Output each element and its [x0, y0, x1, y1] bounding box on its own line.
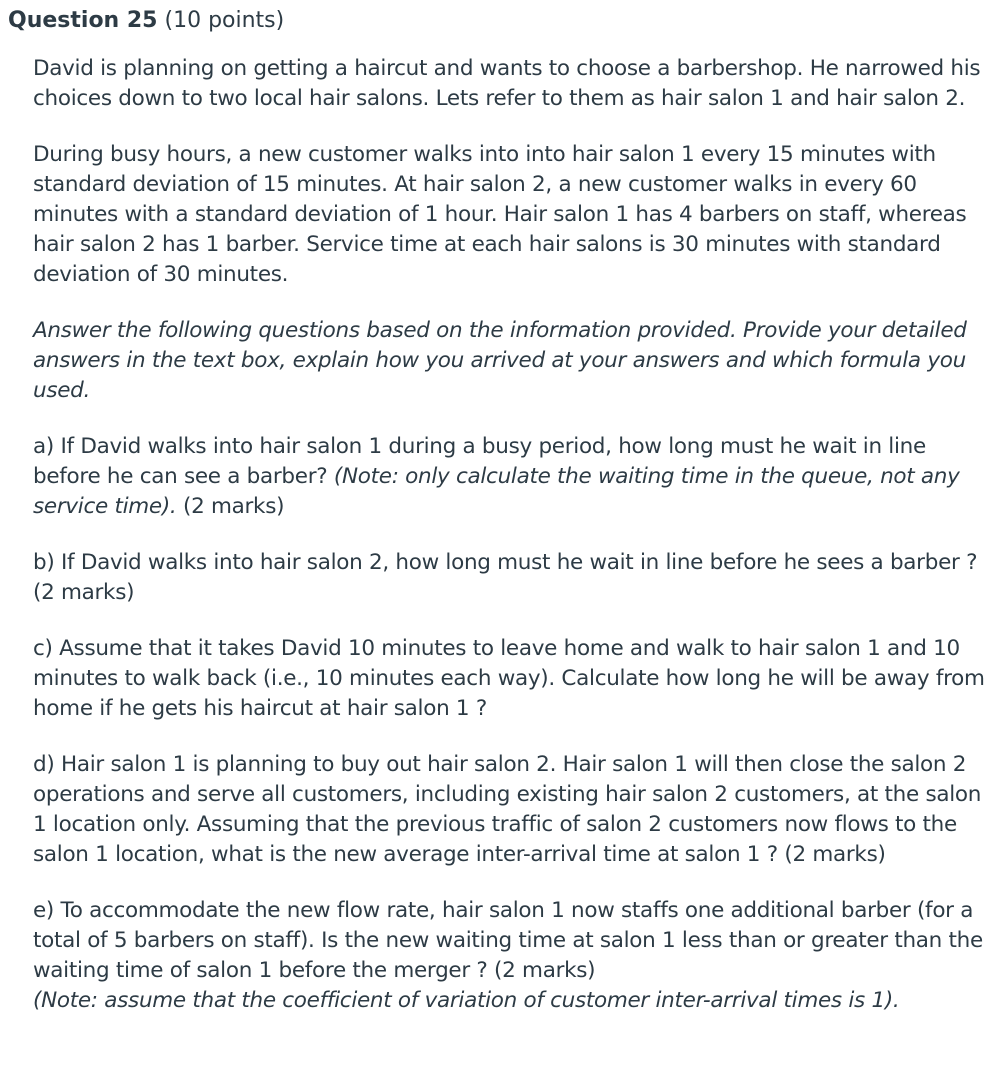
question-title: Question 25 — [8, 8, 158, 33]
intro-paragraph: David is planning on getting a haircut and wants to choose a barbershop. He narrowed his choices down to two local hair salons. Lets refer to them as hair salon 1 and hair salon 2. — [33, 56, 981, 111]
part-e: e) To accommodate the new flow rate, hair salon 1 now staffs one additional barber (for a total of 5 barbers on staff). Is the new waiting time at salon 1 less than or greater than the waiting time of salon 1 before the merger ? (2 marks) — [33, 898, 983, 983]
part-a-note: (Note: only calculate the waiting time in the queue, not any service time). — [33, 464, 960, 519]
details-paragraph: During busy hours, a new customer walks into into hair salon 1 every 15 minutes with standard deviation of 15 minutes. At hair salon 2, a new customer walks in every 60 minutes with a standard deviation of 1 hour. Hair salon 1 has 4 barbers on staff, whereas hair salon 2 has 1 barber. Service time at each hair salons is 30 minutes with standard deviation of 30 minutes. — [33, 142, 967, 287]
part-c: c) Assume that it takes David 10 minutes to leave home and walk to hair salon 1 and 10 minutes to walk back (i.e., 10 minutes each way). Calculate how long he will be away from home if he gets his haircut at hair salon 1 ? — [33, 636, 985, 721]
part-a-text: a) If David walks into hair salon 1 during a busy period, how long must he wait in line before he can see a barber? — [33, 434, 926, 489]
part-e-note: (Note: assume that the coefficient of variation of customer inter-arrival times is 1). — [33, 988, 900, 1013]
question-points: (10 points) — [164, 8, 285, 33]
part-b: b) If David walks into hair salon 2, how long must he wait in line before he sees a barber ? (2 marks) — [33, 550, 978, 605]
instructions-paragraph: Answer the following questions based on the information provided. Provide your detailed answers in the text box, explain how you arrived at your answers and which formula you used. — [33, 318, 967, 403]
part-a — [33, 432, 998, 522]
question-header — [8, 6, 284, 36]
part-d: d) Hair salon 1 is planning to buy out hair salon 2. Hair salon 1 will then close the salon 2 operations and serve all customers, including existing hair salon 2 customers, at the salon 1 location only. Assuming that the previous traffic of salon 2 customers now flows to the salon 1 location, what is the new average inter-arrival time at salon 1 ? (2 marks) — [33, 752, 982, 867]
part-a-marks: (2 marks) — [176, 494, 285, 519]
question-body — [33, 54, 998, 1016]
